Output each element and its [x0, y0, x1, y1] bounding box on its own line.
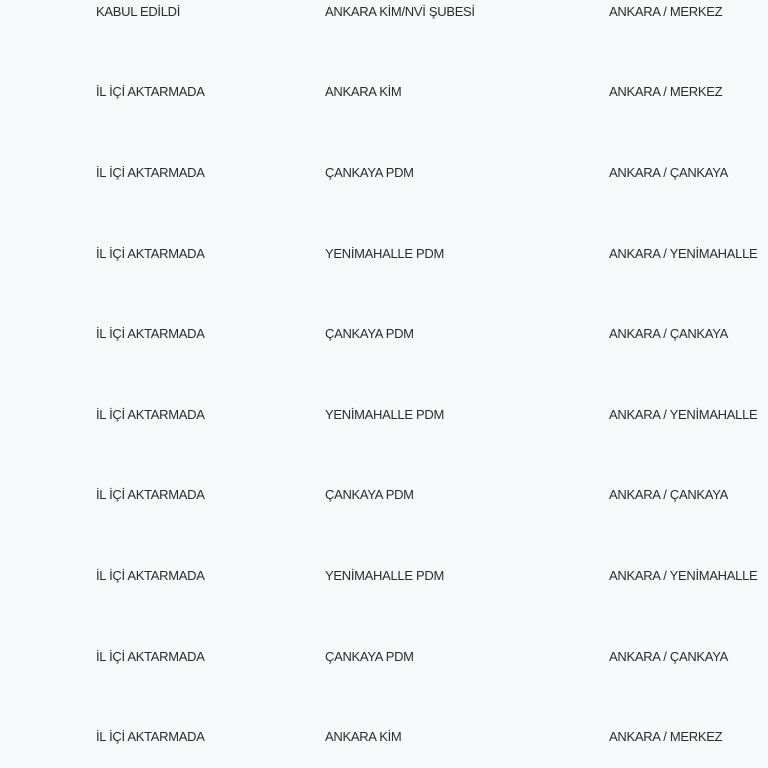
- location-cell: ANKARA / YENİMAHALLE: [609, 568, 758, 583]
- unit-cell: YENİMAHALLE PDM: [325, 246, 445, 261]
- location-cell: ANKARA / ÇANKAYA: [609, 326, 728, 341]
- location-cell: ANKARA / ÇANKAYA: [609, 649, 728, 664]
- status-cell: İL İÇİ AKTARMADA: [96, 649, 205, 664]
- table-row: [0, 566, 768, 586]
- status-cell: İL İÇİ AKTARMADA: [96, 165, 205, 180]
- unit-cell: ANKARA KİM: [325, 729, 402, 744]
- table-row: [0, 244, 768, 264]
- unit-cell: ÇANKAYA PDM: [325, 487, 414, 502]
- status-cell: KABUL EDİLDİ: [96, 4, 181, 19]
- unit-cell: ÇANKAYA PDM: [325, 326, 414, 341]
- status-cell: İL İÇİ AKTARMADA: [96, 407, 205, 422]
- table-row: [0, 2, 768, 22]
- unit-cell: YENİMAHALLE PDM: [325, 407, 445, 422]
- location-cell: ANKARA / YENİMAHALLE: [609, 407, 758, 422]
- status-cell: İL İÇİ AKTARMADA: [96, 729, 205, 744]
- status-cell: İL İÇİ AKTARMADA: [96, 84, 205, 99]
- location-cell: ANKARA / YENİMAHALLE: [609, 246, 758, 261]
- location-cell: ANKARA / ÇANKAYA: [609, 487, 728, 502]
- table-row: [0, 405, 768, 425]
- unit-cell: ANKARA KİM/NVİ ŞUBESİ: [325, 4, 475, 19]
- status-cell: İL İÇİ AKTARMADA: [96, 246, 205, 261]
- location-cell: ANKARA / MERKEZ: [609, 4, 723, 19]
- table-row: [0, 82, 768, 102]
- table-row: [0, 727, 768, 747]
- table-row: [0, 163, 768, 183]
- table-row: [0, 324, 768, 344]
- unit-cell: ÇANKAYA PDM: [325, 165, 414, 180]
- unit-cell: YENİMAHALLE PDM: [325, 568, 445, 583]
- location-cell: ANKARA / MERKEZ: [609, 729, 723, 744]
- status-cell: İL İÇİ AKTARMADA: [96, 326, 205, 341]
- status-cell: İL İÇİ AKTARMADA: [96, 568, 205, 583]
- status-cell: İL İÇİ AKTARMADA: [96, 487, 205, 502]
- unit-cell: ÇANKAYA PDM: [325, 649, 414, 664]
- table-row: [0, 485, 768, 505]
- table-row: [0, 647, 768, 667]
- location-cell: ANKARA / MERKEZ: [609, 84, 723, 99]
- unit-cell: ANKARA KİM: [325, 84, 402, 99]
- location-cell: ANKARA / ÇANKAYA: [609, 165, 728, 180]
